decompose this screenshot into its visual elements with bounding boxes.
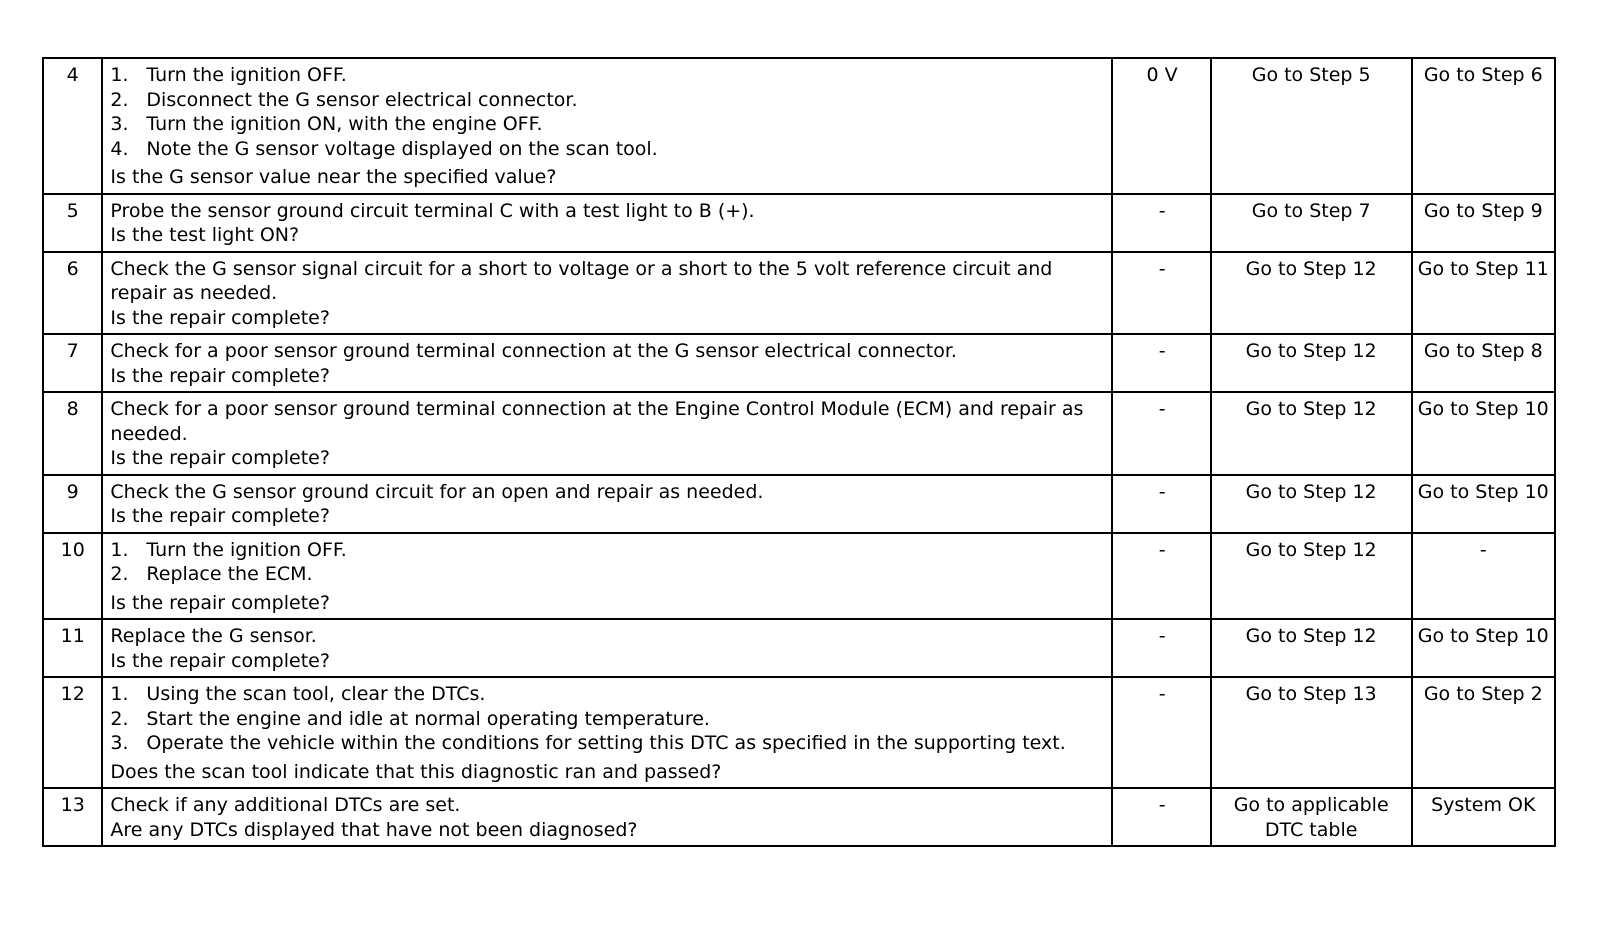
action-cell <box>102 58 1112 194</box>
action-text: Check if any additional DTCs are set. <box>110 794 461 816</box>
action-item <box>110 112 1105 137</box>
table-row <box>43 392 1555 475</box>
action-item <box>110 682 1105 707</box>
action-item-number: 1. <box>110 683 129 705</box>
value-cell: - <box>1112 194 1210 252</box>
action-item-number: 3. <box>110 732 129 754</box>
action-question: Is the repair complete? <box>110 505 330 527</box>
action-cell <box>102 677 1112 788</box>
action-cell <box>102 619 1112 677</box>
action-cell <box>102 788 1112 846</box>
value-cell: - <box>1112 788 1210 846</box>
action-item-text: Note the G sensor voltage displayed on the scan tool. <box>146 137 658 160</box>
no-cell: Go to Step 10 <box>1412 475 1555 533</box>
diagnostic-table <box>42 57 1556 847</box>
no-cell: Go to Step 10 <box>1412 392 1555 475</box>
action-cell <box>102 475 1112 533</box>
action-item <box>110 137 1105 162</box>
value-cell: - <box>1112 334 1210 392</box>
step-number: 9 <box>43 475 102 533</box>
action-text: Probe the sensor ground circuit terminal C with a test light to B (+). <box>110 199 755 222</box>
action-item-number: 2. <box>110 707 129 730</box>
step-number: 7 <box>43 334 102 392</box>
yes-cell: Go to applicable DTC table <box>1211 788 1412 846</box>
no-cell: - <box>1412 533 1555 620</box>
step-number: 13 <box>43 788 102 846</box>
action-item-number: 3. <box>110 113 129 135</box>
action-item-text: Turn the ignition OFF. <box>146 538 347 561</box>
action-question: Are any DTCs displayed that have not been diagnosed? <box>110 818 638 841</box>
action-list <box>110 682 1105 756</box>
action-text: Check for a poor sensor ground terminal connection at the Engine Control Module (ECM) and repair as needed. <box>110 398 1084 445</box>
value-cell: - <box>1112 392 1210 475</box>
no-cell: Go to Step 11 <box>1412 252 1555 335</box>
step-number: 10 <box>43 533 102 620</box>
action-list <box>110 63 1105 161</box>
action-item-text: Using the scan tool, clear the DTCs. <box>146 683 486 705</box>
no-cell: Go to Step 8 <box>1412 334 1555 392</box>
action-cell <box>102 533 1112 620</box>
table-row <box>43 58 1555 194</box>
action-item-text: Disconnect the G sensor electrical connector. <box>146 88 578 111</box>
no-cell: Go to Step 10 <box>1412 619 1555 677</box>
action-question: Is the G sensor value near the specified value? <box>110 166 557 188</box>
no-cell: Go to Step 6 <box>1412 58 1555 194</box>
value-cell: 0 V <box>1112 58 1210 194</box>
action-question: Is the repair complete? <box>110 364 330 387</box>
action-item <box>110 731 1105 756</box>
value-cell: - <box>1112 252 1210 335</box>
action-item <box>110 562 1105 587</box>
value-cell: - <box>1112 533 1210 620</box>
action-item-text: Turn the ignition ON, with the engine OFF. <box>146 113 543 135</box>
action-item-number: 4. <box>110 137 129 160</box>
step-number: 4 <box>43 58 102 194</box>
action-item-number: 2. <box>110 88 129 111</box>
action-item-number: 1. <box>110 64 129 86</box>
action-item-number: 2. <box>110 563 129 585</box>
value-cell: - <box>1112 619 1210 677</box>
no-cell: System OK <box>1412 788 1555 846</box>
table-row <box>43 533 1555 620</box>
action-question: Is the repair complete? <box>110 306 330 329</box>
table-row <box>43 619 1555 677</box>
diagnostic-table-body <box>43 58 1555 846</box>
yes-cell: Go to Step 12 <box>1211 619 1412 677</box>
action-item-text: Operate the vehicle within the conditions for setting this DTC as specified in the supporting text. <box>146 732 1066 754</box>
table-row <box>43 334 1555 392</box>
action-question: Does the scan tool indicate that this diagnostic ran and passed? <box>110 760 722 783</box>
action-question: Is the repair complete? <box>110 649 330 672</box>
step-number: 5 <box>43 194 102 252</box>
action-text: Check for a poor sensor ground terminal connection at the G sensor electrical connector. <box>110 340 957 362</box>
action-item <box>110 88 1105 113</box>
action-question: Is the repair complete? <box>110 591 330 614</box>
step-number: 6 <box>43 252 102 335</box>
table-row <box>43 252 1555 335</box>
action-item <box>110 63 1105 88</box>
action-item-number: 1. <box>110 538 129 561</box>
action-text: Check the G sensor ground circuit for an open and repair as needed. <box>110 480 764 503</box>
yes-cell: Go to Step 12 <box>1211 334 1412 392</box>
action-cell <box>102 252 1112 335</box>
action-item-text: Turn the ignition OFF. <box>146 64 347 86</box>
action-item <box>110 707 1105 732</box>
action-item-text: Replace the ECM. <box>146 563 313 585</box>
yes-cell: Go to Step 7 <box>1211 194 1412 252</box>
table-row <box>43 788 1555 846</box>
yes-cell: Go to Step 12 <box>1211 252 1412 335</box>
action-question: Is the test light ON? <box>110 224 300 246</box>
yes-cell: Go to Step 12 <box>1211 392 1412 475</box>
step-number: 12 <box>43 677 102 788</box>
value-cell: - <box>1112 475 1210 533</box>
value-cell: - <box>1112 677 1210 788</box>
table-row <box>43 677 1555 788</box>
step-number: 11 <box>43 619 102 677</box>
action-cell <box>102 194 1112 252</box>
action-list <box>110 538 1105 587</box>
no-cell: Go to Step 9 <box>1412 194 1555 252</box>
yes-cell: Go to Step 12 <box>1211 475 1412 533</box>
yes-cell: Go to Step 13 <box>1211 677 1412 788</box>
action-item <box>110 538 1105 563</box>
no-cell: Go to Step 2 <box>1412 677 1555 788</box>
table-row <box>43 475 1555 533</box>
action-cell <box>102 334 1112 392</box>
yes-cell: Go to Step 5 <box>1211 58 1412 194</box>
step-number: 8 <box>43 392 102 475</box>
action-question: Is the repair complete? <box>110 447 330 469</box>
action-text: Check the G sensor signal circuit for a short to voltage or a short to the 5 volt reference circuit and repair as needed. <box>110 257 1053 304</box>
action-text: Replace the G sensor. <box>110 625 317 647</box>
table-row <box>43 194 1555 252</box>
action-cell <box>102 392 1112 475</box>
action-item-text: Start the engine and idle at normal operating temperature. <box>146 707 710 730</box>
yes-cell: Go to Step 12 <box>1211 533 1412 620</box>
